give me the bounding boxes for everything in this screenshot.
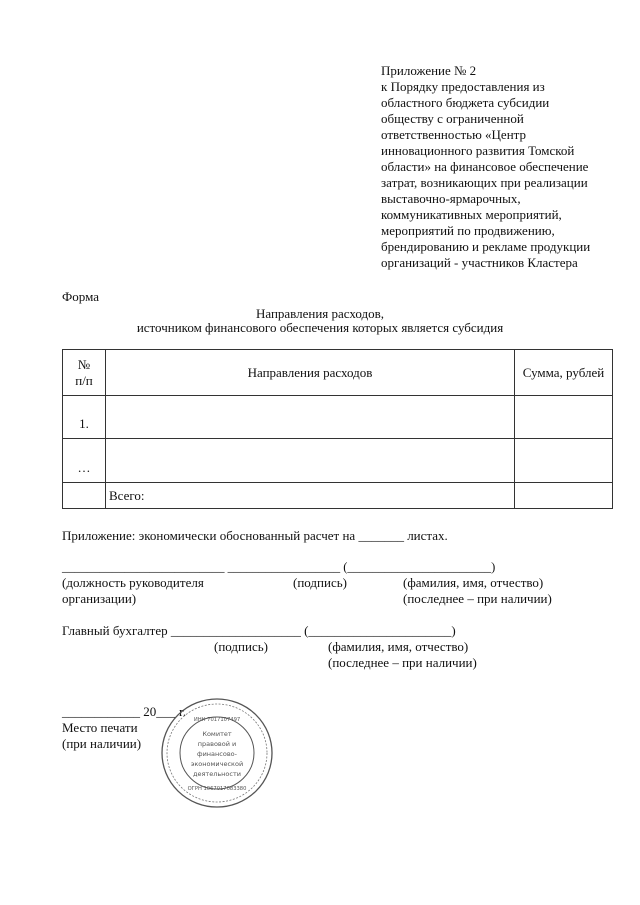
total-sum: [515, 483, 613, 509]
attachment-note: Приложение: экономически обоснованный расчет на _______ листах.: [62, 528, 448, 543]
row-sum: [515, 439, 613, 483]
seal-line: ИНН 7017107497: [193, 717, 241, 723]
appendix-line: брендированию и рекламе продукции: [381, 239, 591, 254]
head-position-label-2: организации): [62, 591, 137, 606]
table-row: [63, 396, 613, 439]
appendix-line: ответственностью «Центр: [381, 127, 526, 142]
appendix-line: Приложение № 2: [381, 63, 477, 78]
seal-line: экономической: [190, 760, 244, 768]
stamp-place-label: Место печати: [62, 720, 138, 735]
head-signature-label: (подпись): [293, 575, 347, 590]
seal-line: правовой и: [197, 740, 237, 748]
header-num: [63, 350, 106, 396]
document-title: Направления расходов,: [255, 306, 385, 321]
total-label: Всего:: [106, 483, 515, 509]
seal-stamp: [160, 697, 274, 809]
appendix-line: областного бюджета субсидии: [381, 95, 550, 110]
appendix-line: инновационного развития Томской: [381, 143, 575, 158]
seal-line: деятельности: [193, 770, 241, 778]
table-header-row: [63, 350, 613, 396]
head-signature-line: __________________________ __________________ (_______________________): [62, 560, 496, 574]
accountant-signature-line: Главный бухгалтер ____________________ (______________________): [62, 623, 456, 638]
appendix-line: коммуникативных мероприятий,: [381, 207, 562, 222]
row-direction: [106, 396, 515, 439]
appendix-line: организаций - участников Кластера: [381, 255, 578, 270]
row-direction: [106, 439, 515, 483]
row-num: 1.: [63, 396, 106, 439]
table-total-row: [63, 483, 613, 509]
head-name-label: (фамилия, имя, отчество): [403, 575, 544, 590]
appendix-line: обществу с ограниченной: [381, 111, 524, 126]
appendix-line: мероприятий по продвижению,: [381, 223, 555, 238]
seal-line: ОГРН 1067017083380: [187, 786, 247, 792]
accountant-name-label: (фамилия, имя, отчество): [328, 639, 469, 654]
appendix-line: к Порядку предоставления из: [381, 79, 545, 94]
header-direction: Направления расходов: [106, 350, 515, 396]
accountant-name-label-2: (последнее – при наличии): [328, 655, 477, 670]
seal-line: финансово-: [197, 750, 237, 758]
header-sum: Сумма, рублей: [515, 350, 613, 396]
head-name-label-2: (последнее – при наличии): [403, 591, 552, 606]
expenses-table: [62, 349, 613, 509]
table-row: [63, 439, 613, 483]
seal-line: Комитет: [202, 730, 232, 738]
appendix-line: области» на финансовое обеспечение: [381, 159, 589, 174]
head-position-label: (должность руководителя: [62, 575, 204, 590]
appendix-line: затрат, возникающих при реализации: [381, 175, 588, 190]
appendix-line: выставочно-ярмарочных,: [381, 191, 521, 206]
total-num: [63, 483, 106, 509]
stamp-place-note: (при наличии): [62, 736, 142, 751]
date-line: ____________ 20___ г.: [62, 704, 187, 719]
row-sum: [515, 396, 613, 439]
document-subtitle: источником финансового обеспечения которых является субсидия: [136, 320, 504, 335]
header-num-text: № п/п: [75, 356, 93, 388]
form-label: Форма: [62, 289, 99, 304]
accountant-signature-label: (подпись): [214, 639, 268, 654]
appendix-header: [381, 63, 626, 271]
row-num: …: [63, 439, 106, 483]
